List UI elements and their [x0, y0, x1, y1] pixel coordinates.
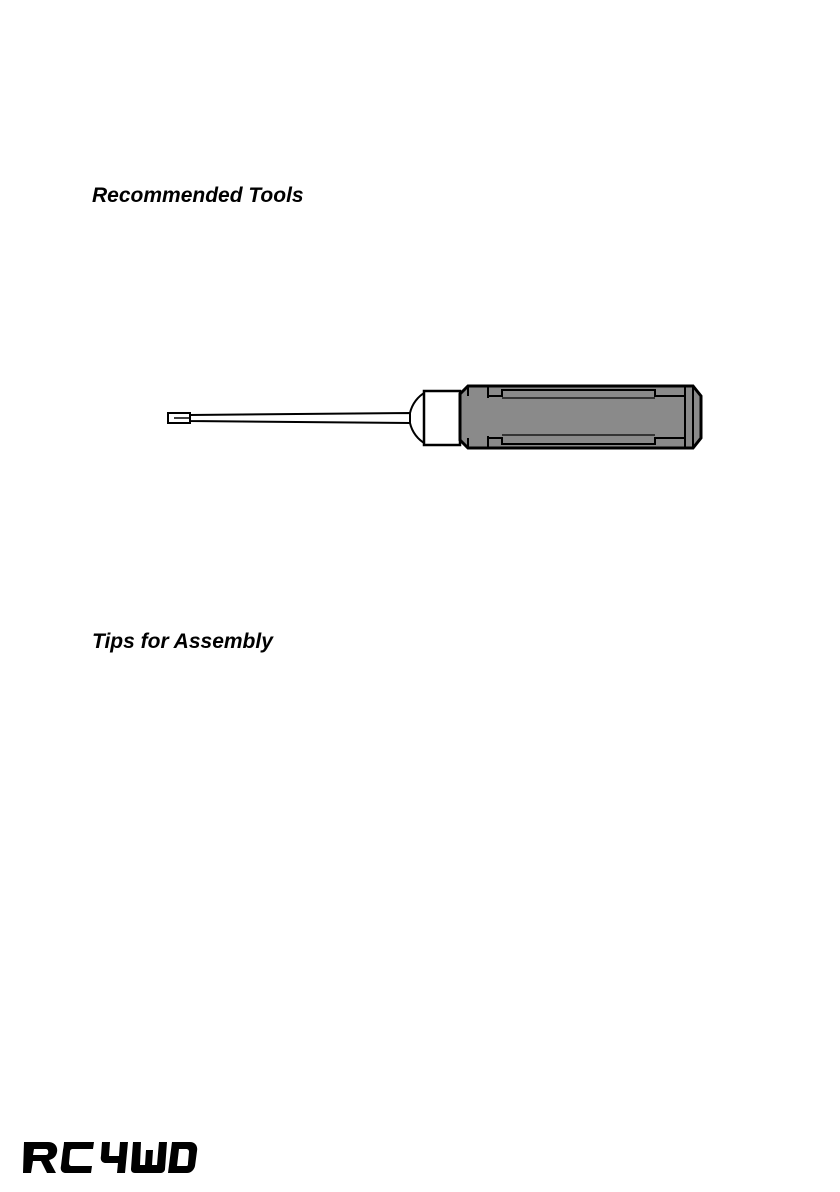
screwdriver-collar [424, 391, 460, 445]
screwdriver-shaft [190, 413, 410, 423]
hex-screwdriver-icon [160, 376, 705, 456]
tips-for-assembly-heading: Tips for Assembly [92, 630, 273, 653]
recommended-tools-heading: Recommended Tools [92, 184, 304, 207]
rc4wd-logo-icon [22, 1138, 198, 1176]
